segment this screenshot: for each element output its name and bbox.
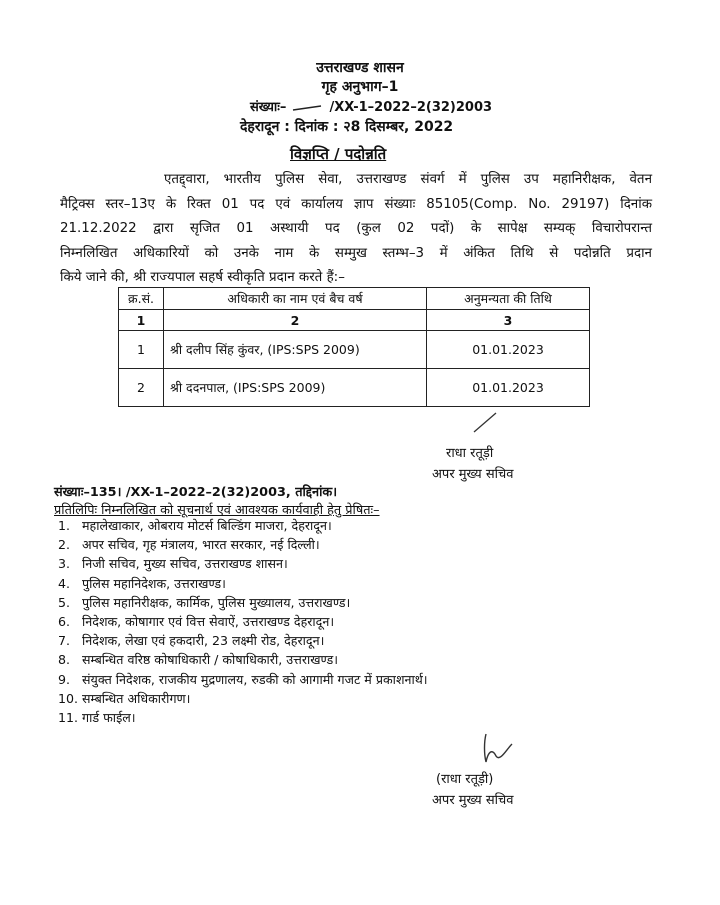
row-officer-name: श्री ददनपाल, (IPS:SPS 2009) xyxy=(164,369,427,407)
row-effective-date: 01.01.2023 xyxy=(427,369,590,407)
table-row xyxy=(119,369,590,407)
list-item: 10. सम्बन्धित अधिकारीगण। xyxy=(58,690,191,706)
row-sno: 2 xyxy=(119,369,164,407)
order-number xyxy=(250,97,492,115)
body-paragraph xyxy=(60,168,652,291)
section-title: गृह अनुभाग–1 xyxy=(321,79,399,95)
signature-stroke-1 xyxy=(470,410,500,436)
list-item: 9. संयुक्त निदेशक, राजकीय मुद्रणालय, रुडकी को आगामी गजट में प्रकाशनार्थ। xyxy=(58,671,428,687)
list-item: 7. निदेशक, लेखा एवं हकदारी, 23 लक्ष्मी रोड, देहरादून। xyxy=(58,633,325,649)
column-number: 1 xyxy=(119,310,164,331)
number-blank-stroke xyxy=(291,101,325,115)
notice-title: विज्ञप्ति / पदोन्नति xyxy=(290,145,387,163)
body-line: एतद्द्वारा, भारतीय पुलिस सेवा, उत्तराखण्ड संवर्ग में पुलिस उप महानिरीक्षक, वेतन xyxy=(164,172,652,187)
table-header-row xyxy=(119,288,590,310)
table-header-sno: क्र.सं. xyxy=(119,288,164,310)
body-line: निम्नलिखित अधिकारियों को उनके नाम के सम्मुख स्तम्भ–3 में अंकित तिथि से पदोन्नति प्रदान xyxy=(60,245,652,261)
list-item: 5. पुलिस महानिरीक्षक, कार्मिक, पुलिस मुख्यालय, उत्तराखण्ड। xyxy=(58,594,351,610)
signature-stroke-2 xyxy=(478,732,518,768)
table-column-number-row xyxy=(119,310,590,331)
row-sno: 1 xyxy=(119,331,164,369)
signatory-designation-2: अपर मुख्य सचिव xyxy=(432,793,514,808)
copy-intro: प्रतिलिपिः निम्नलिखित को सूचनार्थ एवं आवश्यक कार्यवाही हेतु प्रेषितः– xyxy=(54,503,380,518)
list-item: 11. गार्ड फाईल। xyxy=(58,710,136,726)
body-line: मैट्रिक्स स्तर–13ए के रिक्त 01 पद एवं कार्यालय ज्ञाप संख्याः 85105(Comp. No. 29197) दिनांक xyxy=(60,196,652,212)
signatory-name: राधा रतूड़ी xyxy=(446,446,494,461)
table-row xyxy=(119,331,590,369)
row-officer-name: श्री दलीप सिंह कुंवर, (IPS:SPS 2009) xyxy=(164,331,427,369)
list-item: 8. सम्बन्धित वरिष्ठ कोषाधिकारी / कोषाधिकारी, उत्तराखण्ड। xyxy=(58,652,339,668)
table-header-date: अनुमन्यता की तिथि xyxy=(427,288,590,310)
order-number-label: संख्याः– xyxy=(250,100,287,115)
body-line: किये जाने की, श्री राज्यपाल सहर्ष स्वीकृति प्रदान करते हैं:– xyxy=(60,270,345,285)
body-line: 21.12.2022 द्वारा सृजित 01 अस्थायी पद (कुल 02 पदों) के सापेक्ष सम्यक् विचारोपरान्त xyxy=(60,221,652,236)
signatory-name-2: (राधा रतूड़ी) xyxy=(436,772,494,787)
order-number-value: /XX-1–2022–2(32)2003 xyxy=(329,100,493,115)
place-date: देहरादून : दिनांक : २8 दिसम्बर, 2022 xyxy=(240,119,454,135)
table-header-name: अधिकारी का नाम एवं बैच वर्ष xyxy=(164,288,427,310)
list-item: 6. निदेशक, कोषागार एवं वित्त सेवाऐं, उत्तराखण्ड देहरादून। xyxy=(58,614,335,630)
row-effective-date: 01.01.2023 xyxy=(427,331,590,369)
government-title: उत्तराखण्ड शासन xyxy=(316,60,404,76)
promotion-table xyxy=(118,287,590,407)
signatory-designation: अपर मुख्य सचिव xyxy=(432,467,514,482)
list-item: 1. महालेखाकार, ओबराय मोटर्स बिल्डिंग माजरा, देहरादून। xyxy=(58,518,332,533)
recipient-list xyxy=(58,516,428,727)
list-item: 2. अपर सचिव, गृह मंत्रालय, भारत सरकार, नई दिल्ली। xyxy=(58,537,320,553)
column-number: 3 xyxy=(427,310,590,331)
column-number: 2 xyxy=(164,310,427,331)
list-item: 4. पुलिस महानिदेशक, उत्तराखण्ड। xyxy=(58,575,226,591)
list-item: 3. निजी सचिव, मुख्य सचिव, उत्तराखण्ड शासन। xyxy=(58,556,288,572)
copy-number: संख्याः–135। /XX-1–2022–2(32)2003, तद्दिनांक। xyxy=(54,485,338,500)
